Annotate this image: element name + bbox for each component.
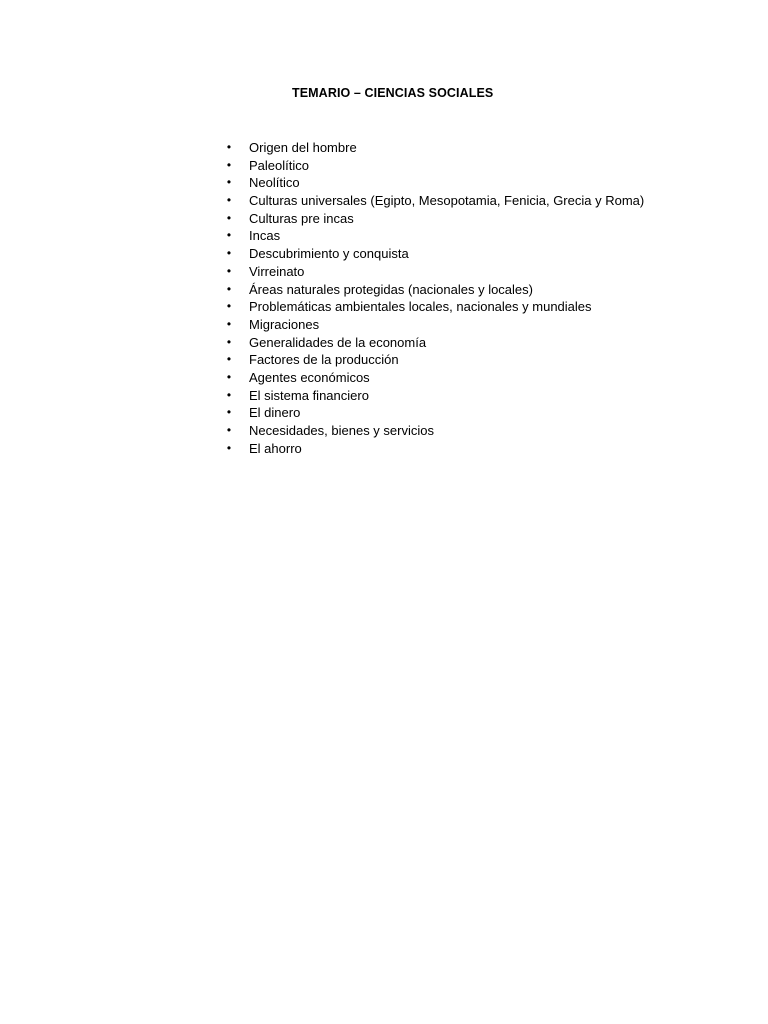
- topic-text: Neolítico: [249, 175, 300, 191]
- bullet-icon: •: [226, 246, 232, 261]
- bullet-icon: •: [226, 387, 232, 402]
- bullet-icon: •: [226, 334, 232, 349]
- bullet-icon: •: [226, 423, 232, 437]
- bullet-icon: •: [226, 405, 232, 420]
- topic-text: Generalidades de la economía: [249, 334, 427, 350]
- bullet-icon: •: [226, 369, 232, 384]
- bullet-icon: •: [226, 157, 232, 172]
- bullet-icon: •: [226, 316, 232, 331]
- topic-text: Necesidades, bienes y servicios: [249, 423, 434, 438]
- topic-text: Culturas universales (Egipto, Mesopotamia, Fenicia, Grecia y Roma): [249, 193, 645, 209]
- topic-text: Migraciones: [249, 316, 320, 332]
- topic-text: El ahorro: [249, 440, 302, 456]
- topic-text: Culturas pre incas: [249, 210, 354, 226]
- topic-text: Factores de la producción: [249, 352, 399, 368]
- bullet-icon: •: [226, 281, 232, 296]
- topic-text: El sistema financiero: [249, 387, 369, 403]
- topic-text: Paleolítico: [249, 157, 309, 173]
- bullet-icon: •: [226, 193, 232, 208]
- bullet-icon: •: [226, 228, 232, 243]
- topic-text: El dinero: [249, 405, 301, 421]
- bullet-icon: •: [226, 352, 232, 367]
- bullet-icon: •: [226, 175, 232, 190]
- bullet-icon: •: [226, 263, 232, 278]
- topic-text: Incas: [249, 228, 281, 244]
- topic-text: Origen del hombre: [249, 140, 357, 155]
- bullet-icon: •: [226, 210, 232, 225]
- document-title: TEMARIO – CIENCIAS SOCIALES: [292, 86, 494, 100]
- bullet-icon: •: [226, 440, 232, 455]
- topic-text: Problemáticas ambientales locales, nacionales y mundiales: [249, 299, 592, 315]
- topic-text: Descubrimiento y conquista: [249, 246, 409, 262]
- bullet-icon: •: [226, 140, 232, 154]
- topic-text: Áreas naturales protegidas (nacionales y locales): [249, 281, 533, 297]
- topic-text: Agentes económicos: [249, 369, 370, 385]
- topic-text: Virreinato: [249, 263, 305, 279]
- bullet-icon: •: [226, 299, 232, 314]
